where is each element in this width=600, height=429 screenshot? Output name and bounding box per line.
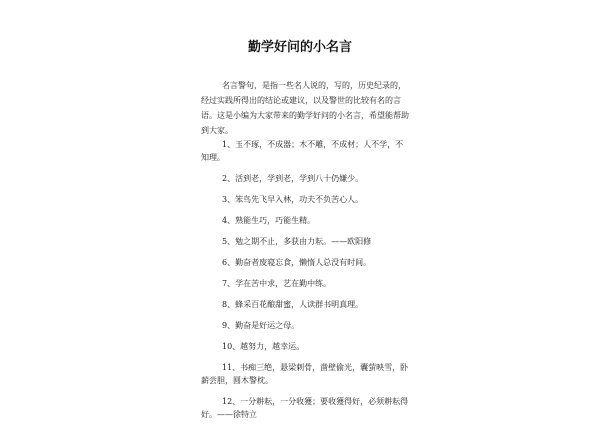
list-item: 7、学在苦中求，艺在勤中练。 <box>222 279 332 288</box>
list-item: 1、玉不琢，不成器；木不雕，不成材；人不学，不知理。 <box>201 140 404 162</box>
list-item: 6、勤奋者废寝忘食，懒惰人总没有时间。 <box>222 258 372 267</box>
list-item: 12、一分耕耘，一分收獲；要收獲得好，必须耕耘得好。——徐特立 <box>201 397 409 419</box>
list-item: 11、书痴三绝，悬梁刺骨，凿壁偷光，囊萤映雪，卧薪尝胆，圆木警枕。 <box>201 363 409 385</box>
list-item: 4、熟能生巧，巧能生精。 <box>222 216 316 225</box>
list-item: 9、勤奋是好运之母。 <box>222 321 300 330</box>
list-item: 5、勉之期不止，多获由力耘。——欧阳修 <box>222 237 372 246</box>
list-item: 8、蜂采百花酿甜蜜，人读群书明真理。 <box>222 300 364 309</box>
list-item: 2、活到老，学到老，学到八十仍嫌少。 <box>222 174 364 183</box>
list-item: 10、越努力，越幸运。 <box>222 342 305 351</box>
list-item: 3、笨鸟先飞早入林，功夫不负苦心人。 <box>222 195 364 204</box>
intro-paragraph: 名言警句，是指一些名人说的，写的，历史纪录的，经过实践所得出的结论或建议，以及警世的比较有名的言语。这是小编为大家带来的勤学好问的小名言，希望能帮助到大家。 <box>201 81 409 135</box>
quote-list <box>201 138 411 429</box>
document-title: 勤学好问的小名言 <box>247 40 352 55</box>
